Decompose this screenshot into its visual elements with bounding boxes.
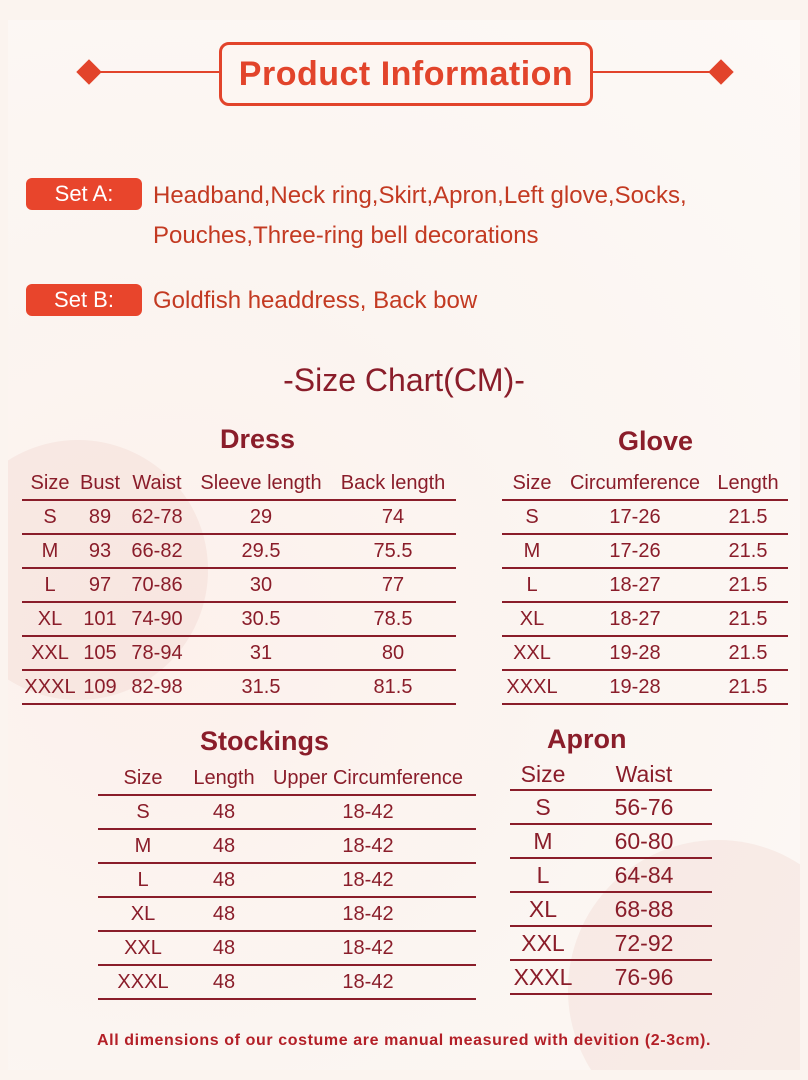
stockings-size-table xyxy=(98,762,476,1000)
table-row xyxy=(22,568,456,602)
table-cell: 21.5 xyxy=(708,534,788,568)
table-cell: L xyxy=(510,858,576,892)
table-cell: 48 xyxy=(188,965,260,999)
apron-title: Apron xyxy=(547,724,627,754)
header-line-right xyxy=(588,71,714,73)
dress-size-table xyxy=(22,467,456,705)
table-cell: 66-82 xyxy=(122,534,192,568)
header-title-box xyxy=(219,42,593,106)
table-row xyxy=(510,824,712,858)
stockings-title: Stockings xyxy=(200,726,330,756)
table-row xyxy=(510,926,712,960)
table-cell: 80 xyxy=(330,636,456,670)
page-title: Product Information xyxy=(238,54,574,93)
table-row xyxy=(22,602,456,636)
table-cell: XXL xyxy=(502,636,562,670)
table-row xyxy=(98,931,476,965)
dress-header-row xyxy=(22,467,456,500)
table-cell: 31 xyxy=(192,636,330,670)
dress-column-header: Bust xyxy=(78,467,122,500)
table-row xyxy=(502,670,788,704)
table-cell: M xyxy=(22,534,78,568)
size-chart-title: -Size Chart(CM)- xyxy=(283,362,525,398)
table-cell: 89 xyxy=(78,500,122,534)
table-cell: S xyxy=(510,790,576,824)
table-cell: 101 xyxy=(78,602,122,636)
table-cell: XL xyxy=(22,602,78,636)
set-a-line-1: Headband,Neck ring,Skirt,Apron,Left glove,Socks, xyxy=(153,182,687,209)
stockings-header-row xyxy=(98,762,476,795)
table-cell: 21.5 xyxy=(708,602,788,636)
table-cell: 81.5 xyxy=(330,670,456,704)
table-cell: 18-42 xyxy=(260,795,476,829)
table-cell: 97 xyxy=(78,568,122,602)
table-cell: 31.5 xyxy=(192,670,330,704)
table-cell: 77 xyxy=(330,568,456,602)
table-cell: XXXL xyxy=(510,960,576,994)
glove-column-header: Circumference xyxy=(562,467,708,500)
table-cell: 109 xyxy=(78,670,122,704)
set-b-badge: Set B: xyxy=(26,284,142,316)
table-cell: 75.5 xyxy=(330,534,456,568)
table-cell: 29 xyxy=(192,500,330,534)
table-cell: 48 xyxy=(188,863,260,897)
footer-note: All dimensions of our costume are manual measured with devition (2-3cm). xyxy=(97,1032,711,1049)
table-cell: XL xyxy=(510,892,576,926)
glove-size-table xyxy=(502,467,788,705)
table-row xyxy=(502,636,788,670)
table-cell: XXXL xyxy=(502,670,562,704)
table-cell: 18-42 xyxy=(260,863,476,897)
stockings-column-header: Size xyxy=(98,762,188,795)
stockings-column-header: Length xyxy=(188,762,260,795)
table-cell: XXXL xyxy=(98,965,188,999)
table-row xyxy=(98,795,476,829)
table-cell: 64-84 xyxy=(576,858,712,892)
table-row xyxy=(502,568,788,602)
table-cell: XXL xyxy=(510,926,576,960)
dress-title: Dress xyxy=(220,424,296,454)
table-cell: 48 xyxy=(188,795,260,829)
table-row xyxy=(510,960,712,994)
table-cell: XL xyxy=(502,602,562,636)
table-cell: 74 xyxy=(330,500,456,534)
table-row xyxy=(502,534,788,568)
dress-column-header: Back length xyxy=(330,467,456,500)
table-cell: 17-26 xyxy=(562,500,708,534)
table-cell: 30.5 xyxy=(192,602,330,636)
table-row xyxy=(22,534,456,568)
table-cell: XXXL xyxy=(22,670,78,704)
dress-column-header: Waist xyxy=(122,467,192,500)
table-cell: 72-92 xyxy=(576,926,712,960)
table-cell: 74-90 xyxy=(122,602,192,636)
table-cell: 48 xyxy=(188,829,260,863)
apron-header-row xyxy=(510,759,712,790)
set-a-badge: Set A: xyxy=(26,178,142,210)
table-cell: 18-27 xyxy=(562,602,708,636)
stockings-column-header: Upper Circumference xyxy=(260,762,476,795)
table-cell: 78-94 xyxy=(122,636,192,670)
apron-column-header: Size xyxy=(510,759,576,790)
table-cell: 19-28 xyxy=(562,636,708,670)
table-cell: 68-88 xyxy=(576,892,712,926)
table-row xyxy=(22,500,456,534)
table-cell: 19-28 xyxy=(562,670,708,704)
table-cell: 18-42 xyxy=(260,965,476,999)
table-cell: 93 xyxy=(78,534,122,568)
table-cell: 21.5 xyxy=(708,568,788,602)
glove-column-header: Size xyxy=(502,467,562,500)
table-cell: 62-78 xyxy=(122,500,192,534)
table-cell: 70-86 xyxy=(122,568,192,602)
table-cell: 60-80 xyxy=(576,824,712,858)
table-row xyxy=(502,500,788,534)
table-cell: 78.5 xyxy=(330,602,456,636)
table-cell: L xyxy=(22,568,78,602)
table-cell: 48 xyxy=(188,931,260,965)
dress-column-header: Size xyxy=(22,467,78,500)
table-cell: 105 xyxy=(78,636,122,670)
table-cell: 21.5 xyxy=(708,670,788,704)
table-cell: 76-96 xyxy=(576,960,712,994)
apron-column-header: Waist xyxy=(576,759,712,790)
glove-header-row xyxy=(502,467,788,500)
table-cell: 82-98 xyxy=(122,670,192,704)
table-cell: 18-42 xyxy=(260,931,476,965)
table-cell: 48 xyxy=(188,897,260,931)
table-cell: 18-27 xyxy=(562,568,708,602)
table-row xyxy=(510,858,712,892)
table-cell: 18-42 xyxy=(260,829,476,863)
table-cell: M xyxy=(98,829,188,863)
table-row xyxy=(98,965,476,999)
table-cell: S xyxy=(502,500,562,534)
table-cell: S xyxy=(22,500,78,534)
table-cell: XL xyxy=(98,897,188,931)
table-cell: M xyxy=(502,534,562,568)
table-row xyxy=(22,670,456,704)
table-cell: 17-26 xyxy=(562,534,708,568)
table-row xyxy=(98,863,476,897)
apron-size-table xyxy=(510,759,712,995)
table-cell: S xyxy=(98,795,188,829)
table-row xyxy=(22,636,456,670)
set-b-line-1: Goldfish headdress, Back bow xyxy=(153,287,478,314)
table-cell: 56-76 xyxy=(576,790,712,824)
table-row xyxy=(502,602,788,636)
table-cell: XXL xyxy=(22,636,78,670)
table-cell: 21.5 xyxy=(708,500,788,534)
table-row xyxy=(98,897,476,931)
glove-title: Glove xyxy=(618,426,694,456)
table-cell: 21.5 xyxy=(708,636,788,670)
table-row xyxy=(510,790,712,824)
table-cell: 18-42 xyxy=(260,897,476,931)
header-line-left xyxy=(96,71,220,73)
table-row xyxy=(510,892,712,926)
set-a-line-2: Pouches,Three-ring bell decorations xyxy=(153,222,539,249)
table-cell: M xyxy=(510,824,576,858)
table-cell: 29.5 xyxy=(192,534,330,568)
table-row xyxy=(98,829,476,863)
table-cell: 30 xyxy=(192,568,330,602)
table-cell: L xyxy=(98,863,188,897)
glove-column-header: Length xyxy=(708,467,788,500)
table-cell: XXL xyxy=(98,931,188,965)
dress-column-header: Sleeve length xyxy=(192,467,330,500)
table-cell: L xyxy=(502,568,562,602)
